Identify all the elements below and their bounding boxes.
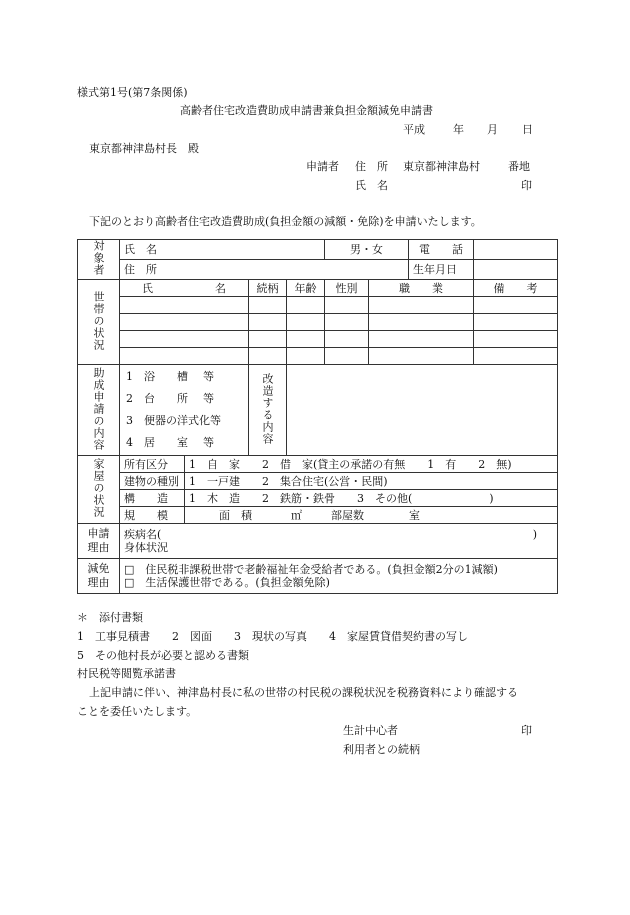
- ownership-value[interactable]: 1 自 家 2 借 家(貸主の承諾の有無 1 有 2 無): [185, 456, 558, 473]
- birthdate-label: 生年月日: [409, 260, 474, 280]
- addressee: 東京都神津島村長 殿: [89, 142, 199, 155]
- household-header-age: 年齢: [287, 280, 325, 297]
- consent-signer-label: 生計中心者: [343, 724, 398, 737]
- attachments-line1: 1 工事見積書 2 図面 3 現状の写真 4 家屋賃貸借契約書の写し: [77, 630, 468, 643]
- subsidy-item[interactable]: 4 居 室 等: [126, 436, 214, 449]
- subsidy-items: [120, 365, 249, 456]
- subsidy-item[interactable]: 2 台 所 等: [126, 392, 214, 405]
- subject-section-label: 対象者: [78, 240, 120, 280]
- phone-label: 電 話: [409, 240, 474, 260]
- building-type-label: 建物の種別: [120, 473, 185, 490]
- household-header-remarks: 備 考: [474, 280, 558, 297]
- reason-section-label: 申請 理由: [78, 524, 120, 559]
- consent-seal-mark: 印: [521, 724, 532, 737]
- household-header-relation: 続柄: [249, 280, 287, 297]
- structure-value[interactable]: 1 木 造 2 鉄筋・鉄骨 3 その他( ): [185, 490, 558, 507]
- subsidy-item[interactable]: 1 浴 槽 等: [126, 370, 214, 383]
- household-header-occupation: 職 業: [369, 280, 474, 297]
- address-label: 住 所: [355, 160, 388, 173]
- phone-field[interactable]: [474, 240, 558, 260]
- household-row: [78, 348, 558, 365]
- seal-mark: 印: [521, 179, 532, 192]
- date-month: 月: [487, 123, 498, 136]
- exemption-option-welfare[interactable]: □ 生活保護世帯である。(負担金額免除): [124, 576, 330, 589]
- house-section-label: 家屋の状況: [78, 456, 120, 524]
- modify-content-label: 改造する内容: [249, 365, 287, 456]
- subsidy-item[interactable]: 3 便器の洋式化等: [126, 414, 221, 427]
- attachments-heading: ＊ 添付書類: [77, 611, 143, 624]
- consent-relation-label: 利用者との続柄: [343, 743, 420, 756]
- household-row: [78, 314, 558, 331]
- household-header-name: 氏 名: [120, 280, 249, 297]
- household-row: [78, 297, 558, 314]
- disease-label: 疾病名(: [124, 528, 162, 541]
- name-label: 氏 名: [355, 179, 388, 192]
- attachments-line2: 5 その他村長が必要と認める書類: [77, 649, 249, 662]
- consent-text-1: 上記申請に伴い、神津島村長に私の世帯の村民税の課税状況を税務資料により確認する: [89, 686, 518, 699]
- ownership-label: 所有区分: [120, 456, 185, 473]
- date-era: 平成: [403, 123, 425, 136]
- modify-content-field[interactable]: [287, 365, 558, 456]
- form-number: 様式第1号(第7条関係): [77, 86, 188, 99]
- household-section-label: 世帯の状況: [78, 280, 120, 365]
- subject-address-label: 住 所: [120, 260, 409, 280]
- scale-label: 規 模: [120, 507, 185, 524]
- date-year: 年: [453, 123, 464, 136]
- exemption-section-label: 減免 理由: [78, 559, 120, 594]
- exemption-options: [120, 559, 558, 594]
- building-type-value[interactable]: 1 一戸建 2 集合住宅(公営・民間): [185, 473, 558, 490]
- exemption-option-tax[interactable]: □ 住民税非課税世帯で老齢福祉年金受給者である。(負担金額2分の1減額): [124, 563, 498, 576]
- subject-name-label: 氏 名: [120, 240, 325, 260]
- consent-title: 村民税等閲覧承諾書: [77, 667, 176, 680]
- gender-field[interactable]: 男・女: [325, 240, 409, 260]
- household-header-gender: 性別: [325, 280, 369, 297]
- consent-text-2: ことを委任いたします。: [77, 705, 198, 718]
- intro-text: 下記のとおり高齢者住宅改造費助成(負担金額の減額・免除)を申請いたします。: [89, 215, 482, 228]
- subsidy-section-label: 助成申請の内容: [78, 365, 120, 456]
- applicant-label: 申請者: [306, 160, 339, 173]
- birthdate-field[interactable]: [474, 260, 558, 280]
- household-row: [78, 331, 558, 348]
- date-day: 日: [522, 123, 533, 136]
- form-title: 高齢者住宅改造費助成申請書兼負担金額減免申請書: [180, 104, 433, 117]
- address-value: 東京都神津島村: [403, 160, 480, 173]
- scale-value[interactable]: 面 積 ㎡ 部屋数 室: [185, 507, 558, 524]
- application-form-table: [77, 239, 558, 594]
- physical-condition-label: 身体状況: [124, 541, 168, 554]
- structure-label: 構 造: [120, 490, 185, 507]
- address-suffix: 番地: [508, 160, 530, 173]
- reason-field[interactable]: 疾病名( ) 身体状況: [120, 524, 558, 559]
